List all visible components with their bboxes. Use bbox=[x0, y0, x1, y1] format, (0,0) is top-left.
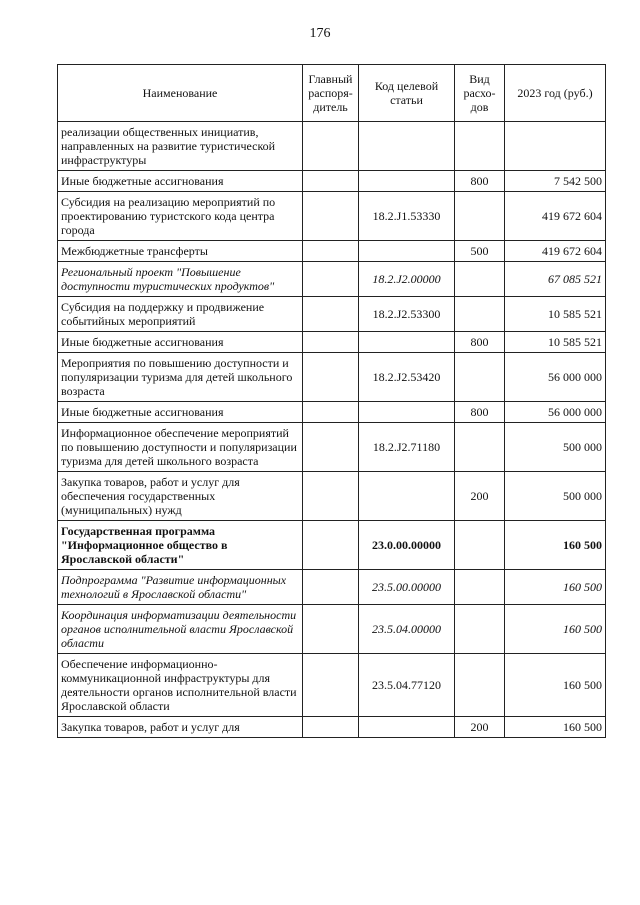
cell-admin bbox=[303, 570, 359, 605]
cell-admin bbox=[303, 423, 359, 472]
cell-type bbox=[455, 192, 505, 241]
table-row bbox=[58, 192, 606, 241]
table-row bbox=[58, 297, 606, 332]
table-row bbox=[58, 605, 606, 654]
cell-code bbox=[359, 402, 455, 423]
table-row bbox=[58, 332, 606, 353]
page-number: 176 bbox=[309, 26, 331, 41]
cell-admin bbox=[303, 654, 359, 717]
cell-admin bbox=[303, 521, 359, 570]
cell-admin bbox=[303, 297, 359, 332]
table-body bbox=[58, 122, 606, 738]
cell-type bbox=[455, 353, 505, 402]
cell-amount: 67 085 521 bbox=[505, 262, 606, 297]
cell-code: 18.2.J2.71180 bbox=[359, 423, 455, 472]
cell-amount: 10 585 521 bbox=[505, 297, 606, 332]
table-row bbox=[58, 241, 606, 262]
cell-admin bbox=[303, 472, 359, 521]
cell-amount: 160 500 bbox=[505, 654, 606, 717]
cell-amount: 56 000 000 bbox=[505, 353, 606, 402]
table-row bbox=[58, 570, 606, 605]
column-header-admin: Главный распоря-дитель bbox=[303, 65, 359, 122]
cell-amount: 500 000 bbox=[505, 423, 606, 472]
cell-type: 800 bbox=[455, 332, 505, 353]
cell-type bbox=[455, 521, 505, 570]
cell-code: 18.2.J1.53330 bbox=[359, 192, 455, 241]
cell-admin bbox=[303, 122, 359, 171]
cell-name: Государственная программа "Информационное общество в Ярославской области" bbox=[58, 521, 303, 570]
cell-admin bbox=[303, 402, 359, 423]
cell-name: Региональный проект "Повышение доступности туристических продуктов" bbox=[58, 262, 303, 297]
column-header-code: Код целевой статьи bbox=[359, 65, 455, 122]
cell-name: Субсидия на поддержку и продвижение событийных мероприятий bbox=[58, 297, 303, 332]
cell-name: Обеспечение информационно-коммуникационной инфраструктуры для деятельности органов исполнительной власти Ярославской области bbox=[58, 654, 303, 717]
cell-code bbox=[359, 122, 455, 171]
cell-admin bbox=[303, 353, 359, 402]
cell-code: 18.2.J2.00000 bbox=[359, 262, 455, 297]
cell-name: Координация информатизации деятельности органов исполнительной власти Ярославской области bbox=[58, 605, 303, 654]
cell-type bbox=[455, 570, 505, 605]
cell-code bbox=[359, 241, 455, 262]
cell-type: 200 bbox=[455, 472, 505, 521]
cell-code: 23.5.04.00000 bbox=[359, 605, 455, 654]
table-row bbox=[58, 122, 606, 171]
cell-amount: 419 672 604 bbox=[505, 192, 606, 241]
cell-code bbox=[359, 472, 455, 521]
cell-code bbox=[359, 717, 455, 738]
cell-code bbox=[359, 332, 455, 353]
cell-name: Информационное обеспечение мероприятий по повышению доступности и популяризации туризма для детей школьного возраста bbox=[58, 423, 303, 472]
cell-type bbox=[455, 297, 505, 332]
column-header-amount: 2023 год (руб.) bbox=[505, 65, 606, 122]
cell-name: Иные бюджетные ассигнования bbox=[58, 171, 303, 192]
table-row bbox=[58, 171, 606, 192]
cell-admin bbox=[303, 605, 359, 654]
cell-type bbox=[455, 122, 505, 171]
cell-name: Иные бюджетные ассигнования bbox=[58, 332, 303, 353]
table-row bbox=[58, 717, 606, 738]
table-row bbox=[58, 353, 606, 402]
cell-amount: 160 500 bbox=[505, 570, 606, 605]
cell-amount: 160 500 bbox=[505, 521, 606, 570]
table-row bbox=[58, 472, 606, 521]
cell-admin bbox=[303, 332, 359, 353]
cell-amount: 160 500 bbox=[505, 717, 606, 738]
cell-name: Межбюджетные трансферты bbox=[58, 241, 303, 262]
cell-type bbox=[455, 423, 505, 472]
cell-code bbox=[359, 171, 455, 192]
cell-name: Субсидия на реализацию мероприятий по проектированию туристского кода центра города bbox=[58, 192, 303, 241]
cell-admin bbox=[303, 717, 359, 738]
cell-type bbox=[455, 605, 505, 654]
cell-amount: 7 542 500 bbox=[505, 171, 606, 192]
table-header-row bbox=[58, 65, 606, 122]
table-row bbox=[58, 654, 606, 717]
cell-code: 23.0.00.00000 bbox=[359, 521, 455, 570]
cell-amount: 500 000 bbox=[505, 472, 606, 521]
cell-name: Закупка товаров, работ и услуг для bbox=[58, 717, 303, 738]
cell-name: Подпрограмма "Развитие информационных технологий в Ярославской области" bbox=[58, 570, 303, 605]
cell-type bbox=[455, 654, 505, 717]
cell-code: 23.5.00.00000 bbox=[359, 570, 455, 605]
cell-name: реализации общественных инициатив, направленных на развитие туристической инфраструктуры bbox=[58, 122, 303, 171]
table-row bbox=[58, 521, 606, 570]
cell-admin bbox=[303, 192, 359, 241]
cell-admin bbox=[303, 241, 359, 262]
cell-amount: 160 500 bbox=[505, 605, 606, 654]
cell-amount: 10 585 521 bbox=[505, 332, 606, 353]
table-row bbox=[58, 423, 606, 472]
cell-amount bbox=[505, 122, 606, 171]
column-header-type: Вид расхо-дов bbox=[455, 65, 505, 122]
cell-code: 23.5.04.77120 bbox=[359, 654, 455, 717]
table-row bbox=[58, 262, 606, 297]
column-header-name: Наименование bbox=[58, 65, 303, 122]
cell-admin bbox=[303, 171, 359, 192]
cell-admin bbox=[303, 262, 359, 297]
cell-type: 500 bbox=[455, 241, 505, 262]
cell-name: Закупка товаров, работ и услуг для обеспечения государственных (муниципальных) нужд bbox=[58, 472, 303, 521]
budget-table bbox=[57, 64, 606, 738]
table-row bbox=[58, 402, 606, 423]
cell-code: 18.2.J2.53420 bbox=[359, 353, 455, 402]
cell-type: 800 bbox=[455, 171, 505, 192]
cell-amount: 56 000 000 bbox=[505, 402, 606, 423]
cell-code: 18.2.J2.53300 bbox=[359, 297, 455, 332]
cell-name: Иные бюджетные ассигнования bbox=[58, 402, 303, 423]
cell-type bbox=[455, 262, 505, 297]
cell-amount: 419 672 604 bbox=[505, 241, 606, 262]
cell-name: Мероприятия по повышению доступности и популяризации туризма для детей школьного возраста bbox=[58, 353, 303, 402]
cell-type: 200 bbox=[455, 717, 505, 738]
cell-type: 800 bbox=[455, 402, 505, 423]
